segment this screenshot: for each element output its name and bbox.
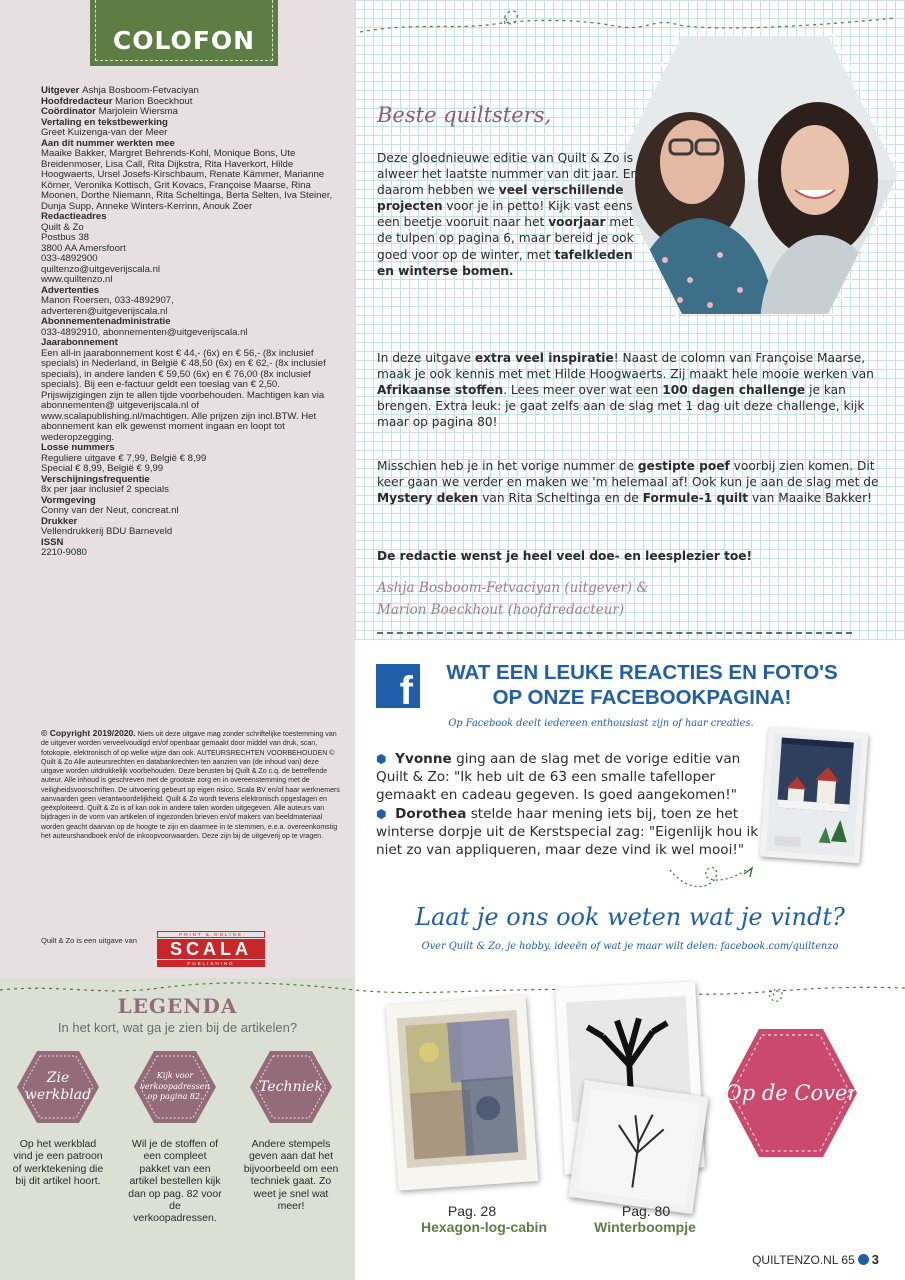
emphasis-text: voorjaar: [548, 215, 606, 230]
colofon-entry-value: 8x per jaar inclusief 2 specials: [41, 484, 169, 495]
scala-logo-top: PRINT & ONLINE: [157, 931, 265, 938]
techniek-description: Andere stempels geven aan dat het bijvoorbeeld om een techniek gaat. Zo weet je snel wat meer!: [243, 1138, 339, 1213]
colofon-entry-value: Reguliere uitgave € 7,99, België € 8,99 Special € 8,99, België € 9,99: [41, 452, 207, 474]
tree-stitch-image: [568, 1080, 708, 1214]
legenda-panel: [0, 978, 355, 1280]
footer-site: QUILTENZO.NL 65: [752, 1253, 855, 1267]
letter-closing: De redactie wenst je heel veel doe- en leesplezier toe!: [377, 549, 753, 563]
facebook-heading-line-1: WAT EEN LEUKE REACTIES EN FOTO'S: [446, 661, 838, 684]
legenda-title: LEGENDA: [117, 994, 238, 1018]
scala-logo-bottom: PUBLISHING: [157, 960, 265, 967]
body-text: voorbij zien komen. Dit keer gaan we verder en maken we 'm helemaal af! Ook kun je aan de slag met de: [377, 459, 879, 490]
cover-2-page: Pag. 80: [621, 1203, 671, 1219]
quilt-image: [760, 727, 869, 864]
colofon-entry-label: Verschijningsfrequentie: [41, 473, 150, 485]
copyright-text: Niets uit deze uitgave mag zonder schriftelijke toestemming van de uitgever worden verveelvoudigd en/of openbaar gemaakt door middel van druk, scan, fotokopie, elektronisch of op welke wijze dan ook. AUTEURSRECHTEN VOORBEHOUDEN © Quilt & Zo Alle auteursrechten en databankrechten ten aanzien van (de inhoud van) deze uitgave worden uitdrukkelijk voorbehouden. Deze berusten bij Quilt & Zo c.q. de betreffende auteur. Alle inhoud is geschreven met de grootste zorg en in overeenstemming met de veiligheidsvoorschriften. De uitvoering gebeurt op eigen risico. Scala BV en/of haar werknemers aanvaarden geen verantwoordelijkheid. Quilt & Zo wordt tevens elektronisch opgeslagen en geëxploiteerd. Quilt & Zo is of kan ook in andere talen worden uitgegeven. Alle auteurs van bijdragen in de vorm van artikelen of ingezonden brieven en/of makers van beeldmateriaal worden geacht daarvan op de hoogte te zijn en daarmee in te stemmen, e.e.a. overeenkomstig het auteurshandboek en/of de inkoopvoorwaarden. Deze zijn bij de uitgeverij op te vragen.: [41, 731, 340, 840]
emphasis-text: Formule-1 quilt: [642, 491, 749, 506]
colofon-entry-label: Losse nummers: [41, 442, 115, 453]
dotted-arrow-decoration: [666, 860, 756, 896]
letter-greeting: Beste quiltsters,: [377, 103, 552, 127]
emphasis-text: extra veel inspiratie: [474, 351, 614, 365]
reaction-item: [376, 750, 766, 805]
emphasis-text: gestipte poef: [637, 459, 730, 473]
colofon-entry-value: Een all-in jaarabonnement kost € 44,- (6x) en € 56,- (8x inclusief specials) in Nederland, in België € 48,50 (6x) en € 62,- (8x inclusief specials), in andere landen € 59,50 (6x) en € 76,00 (8x inclusief specials). Bij een e-factuur geldt een toeslag van € 2,50. Prijswijzigingen zijn te allen tijde voorbehouden. Machtigen kan via abonnementen@ uitgeverijscala.nl of www.scalapublishing.nl/machtigen. Alle prijzen zijn incl.BTW. Het abonnement kan elk gewenst moment ingaan en loopt tot wederopzegging.: [41, 347, 326, 443]
verkoopadressen-badge-label: Kijk voor verkoopadressen op pagina 82.: [140, 1071, 210, 1102]
reaction-author: Dorothea: [395, 805, 467, 822]
colofon-sidebar: [0, 0, 355, 978]
colofon-entry-label: Hoofdredacteur: [41, 95, 113, 107]
colofon-entry-value: Manon Roersen, 033-4892907, adverteren@uitgeverijscala.nl: [41, 295, 174, 317]
colofon-entry-label: Redactieadres: [41, 211, 107, 222]
colofon-entry-value: Marion Boeckhout: [115, 95, 193, 107]
verkoopadressen-badge: [133, 1050, 217, 1124]
colofon-entry-label: Vormgeving: [41, 494, 96, 506]
verkoopadressen-description: Wil je de stoffen of een compleet pakket van een artikel bestellen kijk dan op pag. 82 voor de verkoopadressen.: [128, 1138, 222, 1225]
publisher-line: Quilt & Zo is een uitgave van: [41, 936, 137, 945]
reaction-text: stelde haar mening iets bij, toen ze het winterse dorpje uit de Kerstspecial zag: "Eigenlijk hou ik niet zo van appliqueren, maar deze vind ik wel mooi!": [376, 805, 759, 859]
reaction-text: ging aan de slag met de vorige editie van Quilt & Zo: "Ik heb uit de 63 een smalle tafelloper gemaakt en cadeau gegeven. Is goed aangekomen!": [376, 751, 741, 804]
scala-logo-name: SCALA: [157, 939, 265, 959]
page-footer: [752, 1252, 879, 1267]
emphasis-text: tafelkleden en winterse bomen.: [377, 247, 633, 278]
emphasis-text: 100 dagen challenge: [662, 383, 806, 398]
facebook-call-to-action: Laat je ons ook weten wat je vindt?: [415, 903, 845, 931]
copyright-label: © Copyright 2019/2020.: [41, 728, 136, 738]
op-de-cover-label: Op de Cover: [724, 1081, 858, 1105]
cover-2-name: Winterboompje: [594, 1219, 696, 1235]
facebook-icon[interactable]: [376, 664, 420, 713]
bullet-dot-icon: [858, 1254, 869, 1265]
hexagon-quilt-image: [386, 995, 539, 1190]
techniek-badge-label: Techniek: [259, 1078, 323, 1095]
colofon-entries: [41, 86, 341, 559]
body-text: In deze uitgave: [377, 351, 475, 365]
colofon-entry-value: Ashja Bosboom-Fetvaciyan: [82, 85, 199, 96]
body-text: Deze gloednieuwe editie van Quilt & Zo is alweer het laatste nummer van dit jaar. En daarom hebben we: [377, 151, 639, 198]
emphasis-text: Afrikaanse stoffen: [377, 383, 504, 398]
editors-photo: [610, 30, 900, 320]
winterboompje-detail: [568, 1080, 708, 1214]
body-text: van Maaike Bakker!: [748, 491, 872, 506]
reaction-author: Yvonne: [395, 751, 452, 767]
hexagon-bullet-icon: ⬢: [376, 752, 387, 766]
colofon-title: COLOFON: [112, 26, 256, 55]
facebook-glyph: f: [399, 669, 413, 713]
copyright-notice: [41, 729, 341, 841]
colofon-entry-value: 2210-9080: [41, 547, 87, 558]
signature-publisher: Ashja Bosboom-Fetvaciyan (uitgever) &: [377, 580, 649, 596]
body-text: Misschien heb je in het vorige nummer de: [377, 459, 638, 473]
colofon-entry-label: Aan dit nummer werkten mee: [41, 137, 175, 149]
facebook-heading-line-2: OP ONZE FACEBOOKPAGINA!: [492, 686, 792, 709]
hexagon-log-cabin-cover[interactable]: [386, 995, 539, 1190]
cover-1-name: Hexagon-log-cabin: [420, 1219, 547, 1235]
body-text: ! Naast de colomn van Françoise Maarse, maak je ook kennis met met Hilde Hoogwaerts. Zij maakt hele mooie werken van: [377, 351, 874, 382]
letter-paragraph-inspiratie: [377, 350, 897, 430]
werkblad-badge: [16, 1050, 100, 1124]
body-text: . Lees meer over wat een: [503, 383, 663, 398]
colofon-entry-label: Advertenties: [41, 284, 100, 296]
colofon-entry-label: Abonnementenadministratie: [41, 316, 171, 327]
colofon-entry-label: Drukker: [41, 515, 78, 527]
colofon-entry-label: Jaarabonnement: [41, 337, 118, 348]
colofon-banner: [90, 0, 278, 66]
winter-village-quilt-photo: [760, 727, 869, 864]
colofon-entry-label: Coördinator: [41, 106, 96, 117]
scala-logo: [157, 931, 265, 967]
letter-intro: [377, 150, 647, 279]
werkblad-badge-label: Zie werkblad: [24, 1070, 92, 1103]
facebook-heading: [432, 660, 852, 710]
page-number: 3: [871, 1252, 879, 1267]
techniek-badge: [249, 1050, 333, 1124]
body-text: je kan brengen. Extra leuk: je gaat zelfs aan de slag met 1 dag uit deze challenge, kijk maar op pagina 80!: [377, 383, 865, 430]
facebook-call-to-action-subtitle: Over Quilt & Zo, je hobby, ideeën of wat je maar wilt delen: facebook.com/quiltenzo: [421, 941, 839, 952]
colofon-entry-value: Marjolein Wiersma: [98, 106, 179, 117]
signature-editor: Marion Boeckhout (hoofdredacteur): [377, 602, 625, 618]
body-text: met de tulpen op pagina 6, maar bereid je ook goed voor op de winter, met: [377, 215, 634, 262]
colofon-entry-value: Conny van der Neut, concreat.nl: [41, 505, 179, 516]
facebook-subtitle: Op Facebook deelt iedereen enthousiast zijn of haar creaties.: [448, 718, 754, 729]
letter-signature: [377, 577, 648, 621]
legenda-subtitle: In het kort, wat ga je zien bij de artikelen?: [57, 1020, 298, 1035]
colofon-entry-label: Uitgever: [41, 85, 80, 96]
colofon-entry-label: ISSN: [41, 536, 64, 548]
werkblad-description: Op het werkblad vind je een patroon of werktekening die bij dit artikel hoort.: [12, 1138, 104, 1188]
colofon-entry-value: Maaike Bakker, Margret Behrends-Kohl, Monique Bons, Ute Breidenmoser, Lisa Call, Rita Dijkstra, Rita Haverkort, Hilde Hoogwaerts, Ursel Josefs-Kirschbaum, Renate Kämmer, Marianne Körner, Veronika Kottisch, Grit Kovacs, Françoise Maarse, Rina Moonen, Dorthe Niemann, Rita Scheltinga, Berta Selten, Iva Steiner, Dunja Supp, Anneke Winters-Kerrinn, Anouk Zoer: [41, 148, 333, 212]
cover-1-page: Pag. 28: [447, 1203, 497, 1219]
body-text: voor je in petto! Kijk vast eens een beetje vooruit naar het: [377, 199, 633, 230]
colofon-entry-value: Greet Kuizenga-van der Meer: [41, 127, 168, 138]
body-text: van Rita Scheltinga en de: [478, 491, 643, 506]
hexagon-bullet-icon: ⬢: [376, 806, 387, 821]
colofon-entry-value: Vellendrukkerij BDU Barneveld: [41, 526, 173, 537]
dashed-divider: [377, 632, 852, 634]
colofon-entry: [41, 107, 341, 118]
emphasis-text: veel verschillende projecten: [377, 183, 624, 214]
facebook-reactions: [376, 750, 766, 859]
colofon-entry-value: Quilt & Zo Postbus 38 3800 AA Amersfoort 033-4892900 quiltenzo@uitgeverijscala.nl www.quiltenzo.nl: [41, 221, 161, 285]
emphasis-text: Mystery deken: [377, 491, 479, 506]
colofon-entry-value: 033-4892910, abonnementen@uitgeverijscala.nl: [41, 326, 248, 338]
letter-paragraph-projecten: [377, 458, 897, 506]
colofon-entry-label: Vertaling en tekstbewerking: [41, 116, 168, 128]
reaction-item: [376, 805, 766, 860]
